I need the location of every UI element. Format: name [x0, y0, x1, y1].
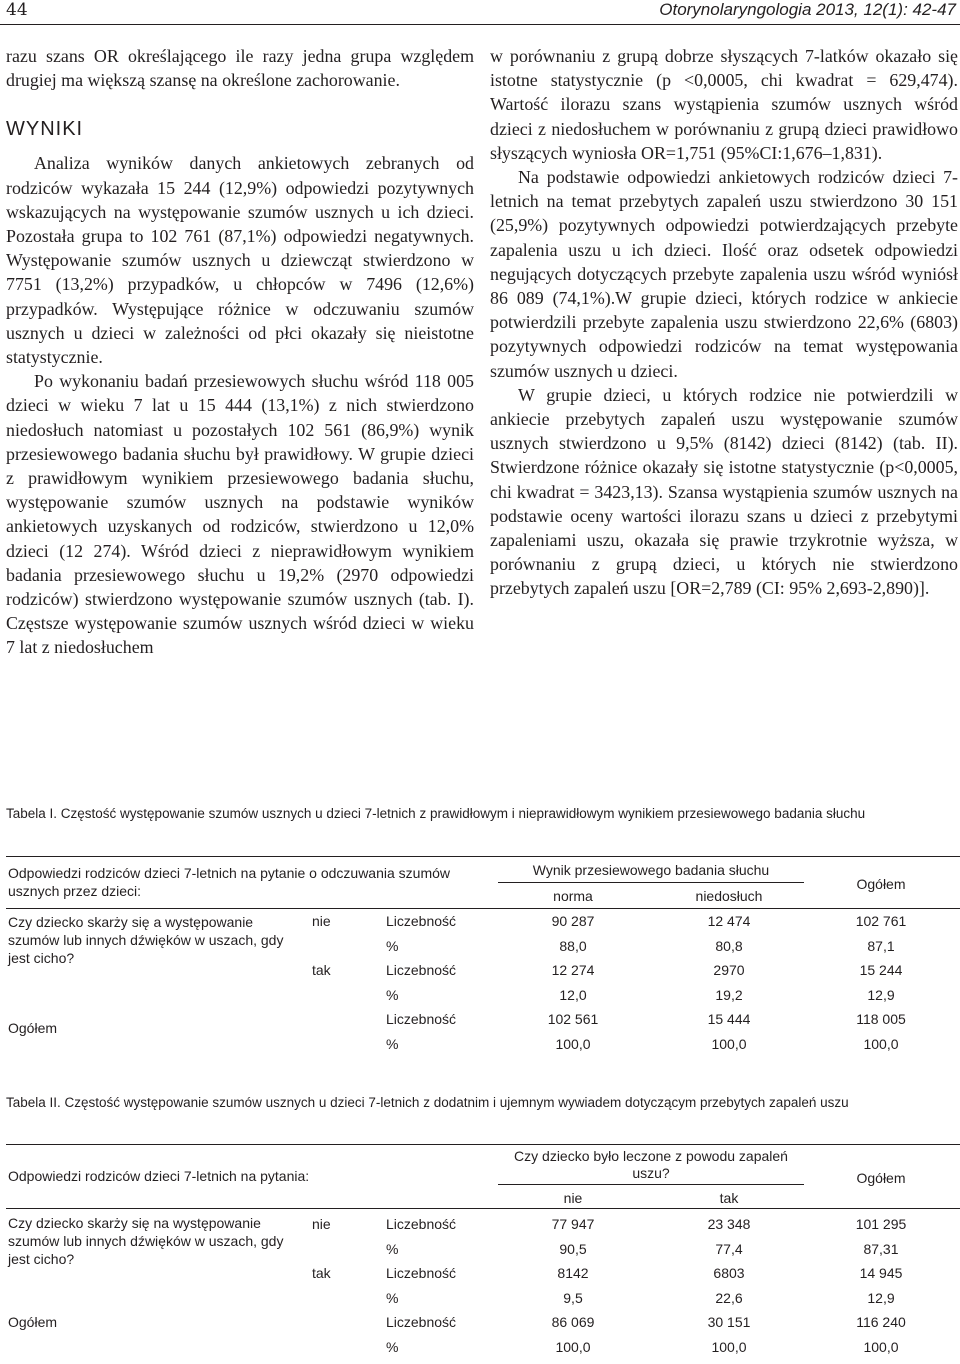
table2-row-value-total: 12,9	[867, 1289, 895, 1306]
table1-col-total: Ogółem	[856, 876, 906, 892]
table1-row-value-total: 15 244	[859, 962, 903, 978]
table2-row-value-col1: 86 069	[551, 1314, 595, 1330]
table1-row-value-col1: 102 561	[547, 1011, 599, 1027]
table2-col-nie: nie	[563, 1190, 583, 1206]
table2-head-question: Odpowiedzi rodziców dzieci 7-letnich na pytania:	[8, 1168, 310, 1184]
table2-row-measure: Liczebność	[386, 1216, 457, 1232]
table2-row-value-col1: 77 947	[551, 1216, 595, 1232]
table2-row-value-col2: 22,6	[715, 1289, 743, 1306]
table1-group-header: Wynik przesiewowego badania słuchu	[532, 862, 770, 878]
table2	[6, 1144, 960, 1364]
table2-group-rule	[498, 1184, 804, 1185]
journal-citation: Otorynolaryngologia 2013, 12(1): 42-47	[659, 0, 956, 19]
table2-row-value-col1: 9,5	[563, 1289, 583, 1306]
table2-col-total: Ogółem	[856, 1170, 906, 1186]
table2-row-value-col1: 8142	[557, 1265, 589, 1281]
table1-row-value-col1: 12,0	[559, 986, 587, 1003]
table2-row-value-total: 116 240	[856, 1314, 906, 1330]
table1-row-value-total: 12,9	[867, 986, 895, 1003]
table1-row-value-total: 100,0	[863, 1035, 899, 1052]
table1-row-measure: Liczebność	[386, 962, 457, 978]
table1-row-measure: Liczebność	[386, 1011, 457, 1027]
table1-row-value-total: 118 005	[856, 1011, 906, 1027]
table1-row-value-col1: 90 287	[551, 913, 595, 929]
table2-row-value-total: 14 945	[859, 1265, 903, 1281]
results-paragraph-2: Po wykonaniu badań przesiewowych słuchu wśród 118 005 dzieci w wieku 7 lat u 15 444 (13,1%) z nich stwierdzono niedosłuch natomiast u pozostałych 102 561 (86,9%) wynik przesiewowego badania słuchu był prawidłowy. W grupie dzieci z prawidłowym wynikiem przesiewowego badania słuchu, występowanie szumów usznych na podstawie wyników ankietowych uzyskanych od rodziców, stwierdzono u 12,0% dzieci (12 274). Wśród dzieci z nieprawidłowym wynikiem badania przesiewowego słuchu u 19,2% (2970 odpowiedzi rodziców) stwierdzono występowanie szumów usznych (tab. I). Częstsze występowanie szumów usznych wśród dzieci w wieku 7 lat z niedosłuchem	[6, 371, 474, 658]
table1-total-label: Ogółem	[8, 1020, 58, 1036]
table1-head-rule	[6, 908, 960, 909]
table2-row-question: Czy dziecko skarży się na występowanie szumów lub innych dźwięków w uszach, gdy jest cicho?	[8, 1215, 284, 1267]
table1-row-value-col2: 2970	[713, 962, 745, 978]
table2-row-value-col2: 23 348	[707, 1216, 751, 1232]
table1-row-value-total: 87,1	[867, 937, 895, 954]
table1-row-value-col1: 88,0	[559, 937, 587, 954]
right-column	[490, 44, 958, 601]
table1-row-value-col1: 100,0	[555, 1035, 591, 1052]
table1-group-rule	[498, 882, 804, 883]
table2-top-rule	[6, 1144, 960, 1145]
table1-row-answer: tak	[312, 962, 331, 978]
table2-row-answer: tak	[312, 1265, 331, 1281]
table1-row-answer: nie	[312, 913, 331, 929]
table1	[6, 856, 960, 1076]
table2-row-measure: Liczebność	[386, 1314, 457, 1330]
table2-caption: Tabela II. Częstość występowanie szumów usznych u dzieci 7-letnich z dodatnim i ujemnym wywiadem dotyczącym przebytych zapaleń uszu	[6, 1095, 849, 1110]
table2-total-label: Ogółem	[8, 1314, 58, 1330]
table2-row-measure: %	[386, 1240, 399, 1257]
table2-row-value-total: 101 295	[855, 1216, 907, 1232]
table2-row-value-total: 100,0	[863, 1338, 899, 1355]
table1-row-value-col2: 19,2	[715, 986, 743, 1003]
table1-row-value-col2: 80,8	[715, 937, 743, 954]
table1-row-value-col2: 100,0	[711, 1035, 747, 1052]
table2-row-measure: %	[386, 1289, 399, 1306]
table2-row-measure: Liczebność	[386, 1265, 457, 1281]
table2-group-header: Czy dziecko było leczone z powodu zapaleń uszu?	[514, 1148, 788, 1181]
section-heading: WYNIKI	[6, 118, 84, 141]
table1-row-measure: %	[386, 1035, 399, 1052]
results-paragraph-5: W grupie dzieci, u których rodzice nie potwierdzili w ankiecie przebytych zapaleń uszu występowanie szumów usznych stwierdzono u 9,5% (8142) dzieci (8142) (tab. II). Stwierdzone różnice okazały się istotne statystycznie (p<0,0005, chi kwadrat = 3423,13). Szansa wystąpienia szumów usznych na podstawie oceny wartości ilorazu szans u dzieci z przebytymi zapaleniami uszu, okazała się prawie trzykrotnie wyższa, w porównaniu z grupą dzieci, u których nie stwierdzono przebytych zapaleń uszu [OR=2,789 (CI: 95% 2,693-2,890)].	[490, 384, 958, 599]
table1-caption: Tabela I. Częstość występowanie szumów usznych u dzieci 7-letnich z prawidłowym i nieprawidłowym wynikiem przesiewowego badania słuchu	[6, 806, 866, 821]
table2-row-value-col1: 90,5	[559, 1240, 587, 1257]
table2-row-value-col2: 6803	[713, 1265, 745, 1281]
table1-row-measure: %	[386, 986, 399, 1003]
table1-col-norma: norma	[553, 888, 593, 904]
results-paragraph-3: w porównaniu z grupą dobrze słyszących 7-latków okazało się istotne statystycznie (p <0,0005, chi kwadrat = 629,474). Wartość ilorazu szans wystąpienia szumów usznych wśród dzieci z niedosłuchem w porównaniu z grupą dzieci prawidłowo słyszących wyniosła OR=1,751 (95%CI:1,676–1,831).	[490, 46, 958, 163]
table1-row-value-col1: 12 274	[551, 962, 595, 978]
table1-row-measure: Liczebność	[386, 913, 457, 929]
table1-head-question: Odpowiedzi rodziców dzieci 7-letnich na pytanie o odczuwania szumów usznych przez dzieci:	[8, 865, 451, 899]
table1-row-measure: %	[386, 937, 399, 954]
results-paragraph-1: Analiza wyników danych ankietowych zebranych od rodziców wykazała 15 244 (12,9%) odpowiedzi pozytywnych wskazujących na występowanie szumów usznych u ich dzieci. Pozostała grupa to 102 761 (87,1%) odpowiedzi negatywnych. Występowanie szumów usznych u dziewcząt stwierdzono w 7751 (13,2%) przypadków, u chłopców w 7496 (12,6%) przypadków. Występujące różnice w odczuwaniu szumów usznych u dzieci w zależności od płci okazały się nieistotne statystycznie.	[6, 153, 474, 368]
table1-row-question: Czy dziecko skarży się a występowanie szumów lub innych dźwięków w uszach, gdy jest cicho?	[8, 914, 284, 966]
table2-row-measure: %	[386, 1338, 399, 1355]
table1-top-rule	[6, 856, 960, 857]
table2-col-tak: tak	[719, 1190, 739, 1206]
table2-row-answer: nie	[312, 1216, 331, 1232]
table2-row-value-total: 87,31	[863, 1240, 899, 1257]
table1-row-value-col2: 12 474	[707, 913, 751, 929]
table1-col-niedosluch: niedosłuch	[695, 888, 763, 904]
page-header	[0, 0, 960, 25]
table2-row-value-col2: 100,0	[711, 1338, 747, 1355]
left-column	[6, 44, 474, 660]
table2-row-value-col2: 77,4	[715, 1240, 743, 1257]
table2-row-value-col2: 30 151	[707, 1314, 751, 1330]
page-number: 44	[6, 0, 28, 20]
table2-row-value-col1: 100,0	[555, 1338, 591, 1355]
table2-head-rule	[6, 1208, 960, 1209]
intro-paragraph: razu szans OR określającego ile razy jedna grupa względem drugiej ma większą szansę na określone zachorowanie.	[6, 46, 474, 91]
table1-row-value-col2: 15 444	[707, 1011, 751, 1027]
results-paragraph-4: Na podstawie odpowiedzi ankietowych rodziców dzieci 7-letnich na temat przebytych zapaleń uszu stwierdzono 30 151 (25,9%) pozytywnych odpowiedzi potwierdzających przebyte zapalenia uszu u ich dzieci. Ilość oraz odsetek odpowiedzi negujących dotyczących przebyte zapalenia uszu wśród wyniósł 86 089 (74,1%).W grupie dzieci, których rodzice w ankiecie potwierdzili przebyte zapalenia uszu stwierdzono 22,6% (6803) pozytywnych odpowiedzi rodziców na temat występowania szumów usznych u dzieci.	[490, 167, 958, 381]
table1-row-value-total: 102 761	[855, 913, 907, 929]
